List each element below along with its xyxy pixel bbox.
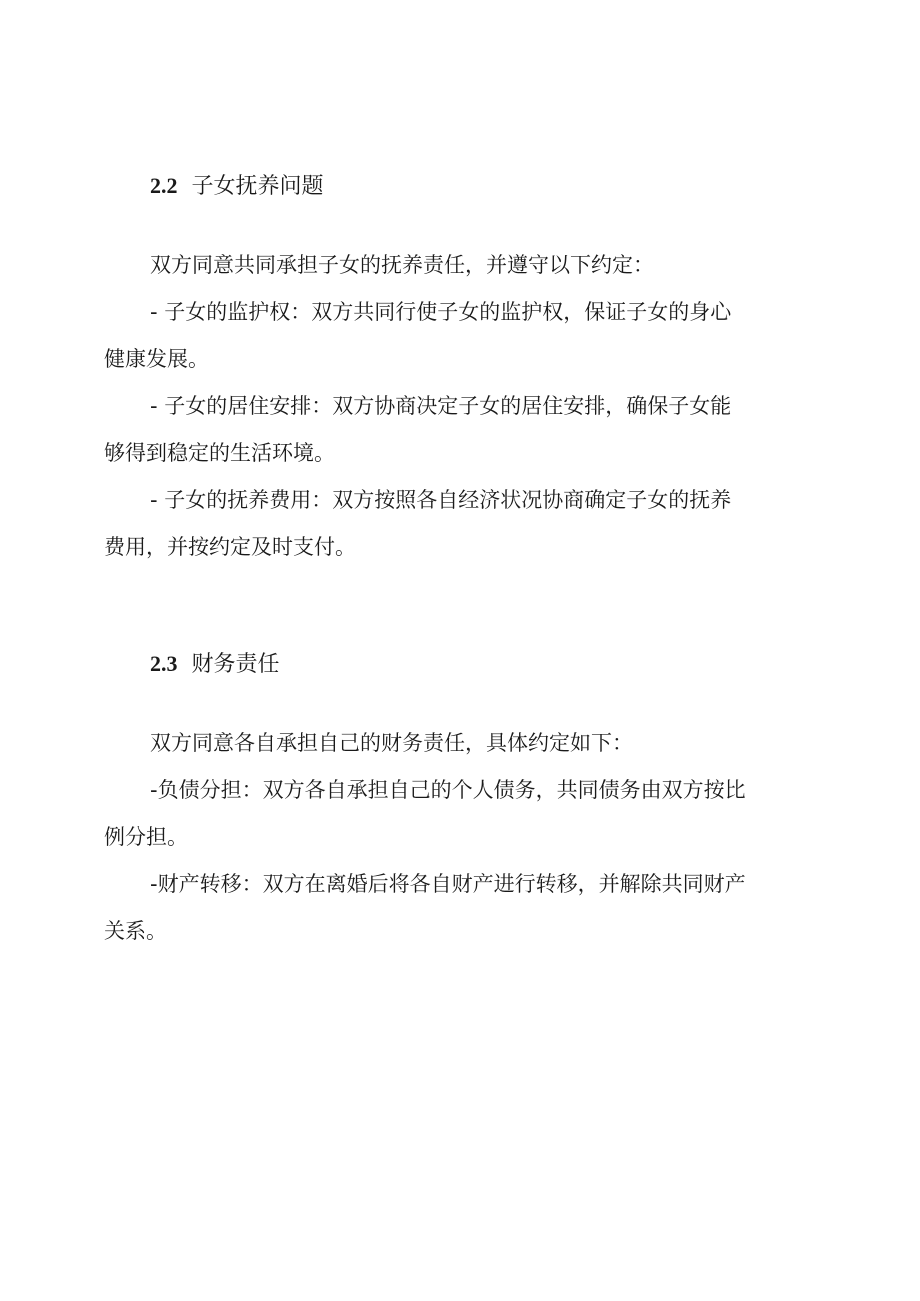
list-item-line: 关系。 bbox=[104, 919, 167, 943]
section-body-2-3 bbox=[104, 720, 804, 955]
section-number: 2.3 bbox=[150, 651, 178, 676]
list-item-line: - 子女的居住安排：双方协商决定子女的居住安排，确保子女能 bbox=[150, 394, 732, 418]
section-title: 子女抚养问题 bbox=[191, 174, 324, 199]
list-item-line: 费用，并按约定及时支付。 bbox=[104, 535, 356, 559]
section-heading-2-3 bbox=[150, 649, 280, 680]
section-intro: 双方同意各自承担自己的财务责任，具体约定如下： bbox=[150, 731, 633, 755]
section-intro: 双方同意共同承担子女的抚养责任，并遵守以下约定： bbox=[150, 253, 654, 277]
list-item-line: - 子女的抚养费用：双方按照各自经济状况协商确定子女的抚养 bbox=[150, 488, 732, 512]
list-item-line: 健康发展。 bbox=[104, 347, 209, 371]
section-heading-2-2 bbox=[150, 171, 324, 202]
section-body-2-2 bbox=[104, 242, 804, 571]
list-item-line: - 子女的监护权：双方共同行使子女的监护权，保证子女的身心 bbox=[150, 300, 732, 324]
list-item-line: -财产转移：双方在离婚后将各自财产进行转移，并解除共同财产 bbox=[150, 872, 746, 896]
section-number: 2.2 bbox=[150, 173, 178, 198]
list-item-line: 例分担。 bbox=[104, 825, 188, 849]
list-item-line: 够得到稳定的生活环境。 bbox=[104, 441, 335, 465]
list-item-line: -负债分担：双方各自承担自己的个人债务，共同债务由双方按比 bbox=[150, 778, 746, 802]
section-title: 财务责任 bbox=[191, 652, 280, 677]
